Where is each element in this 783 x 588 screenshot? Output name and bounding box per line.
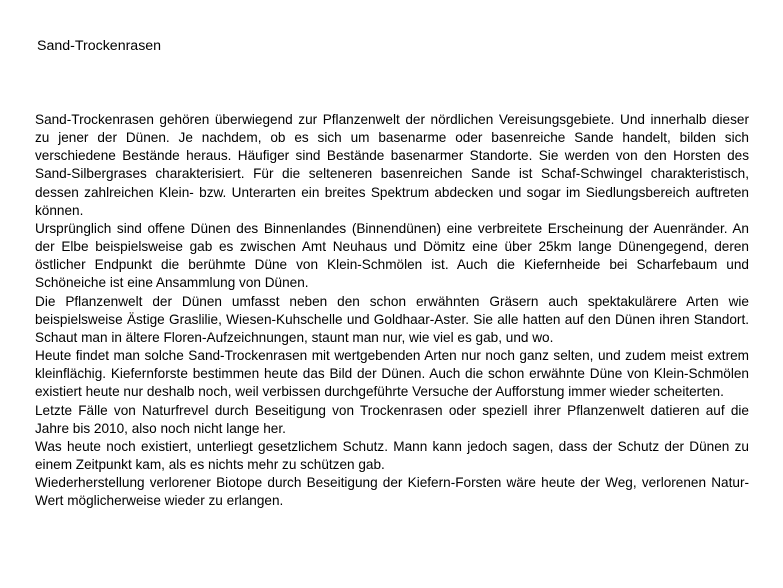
paragraph-inland-dunes: Ursprünglich sind offene Dünen des Binnenlandes (Binnendünen) eine verbreitete Erscheinung der Auenränder. An der Elbe beispielsweise gab es zwischen Amt Neuhaus und Dömitz eine über 25km lange Dünengegend, deren östlicher Endpunkt die berühmte Düne von Klein-Schmölen ist. Auch die Kiefernheide bei Scharfebaum und Schöneiche ist eine Ansammlung von Dünen. (35, 220, 749, 291)
paragraph-dune-flora: Die Pflanzenwelt der Dünen umfasst neben den schon erwähnten Gräsern auch spektakulärere Arten wie beispielsweise Ästige Graslilie, Wiesen-Kuhschelle und Goldhaar-Aster. Sie alle hatten auf den Dünen ihren Standort. Schaut man in ältere Floren-Aufzeichnungen, staunt man nur, wie viel es gab, und wo. (35, 293, 749, 345)
paragraph-today: Heute findet man solche Sand-Trockenrasen mit wertgebenden Arten nur noch ganz selten, und zudem meist extrem kleinflächig. Kiefernforste bestimmen heute das Bild der Dünen. Auch die schon erwähnte Düne von Klein-Schmölen existiert heute nur deshalb noch, weil verbissen durchgeführte Versuche der Aufforstung immer wieder scheiterten. (35, 348, 749, 400)
paragraph-protection: Was heute noch existiert, unterliegt gesetzlichem Schutz. Mann kann jedoch sagen, dass der Schutz der Dünen zu einem Zeitpunkt kam, als es nichts mehr zu schützen gab. (35, 438, 749, 472)
document-body (35, 111, 749, 510)
paragraph-restoration: Wiederherstellung verlorener Biotope durch Beseitigung der Kiefern-Forsten wäre heute der Weg, verlorenen Natur-Wert möglicherweise wieder zu erlangen. (35, 475, 749, 509)
document-title: Sand-Trockenrasen (37, 38, 162, 54)
paragraph-last-cases: Letzte Fälle von Naturfrevel durch Beseitigung von Trockenrasen oder speziell ihrer Pflanzenwelt datieren auf die Jahre bis 2010, also noch nicht lange her. (35, 402, 749, 436)
paragraph-intro: Sand-Trockenrasen gehören überwiegend zur Pflanzenwelt der nördlichen Vereisungsgebiete. Und innerhalb dieser zu jener der Dünen. Je nachdem, ob es sich um basenarme oder basenreiche Sande handelt, bilden sich verschiedene Bestände heraus. Häufiger sind Bestände basenarmer Standorte. Sie werden von den Horsten des Sand-Silbergrases charakterisiert. Für die selteneren basenreichen Sande ist Schaf-Schwingel charakteristisch, dessen zahlreichen Klein- bzw. Unterarten ein breites Spektrum abdecken und sogar im Siedlungsbereich auftreten können. (35, 112, 749, 218)
